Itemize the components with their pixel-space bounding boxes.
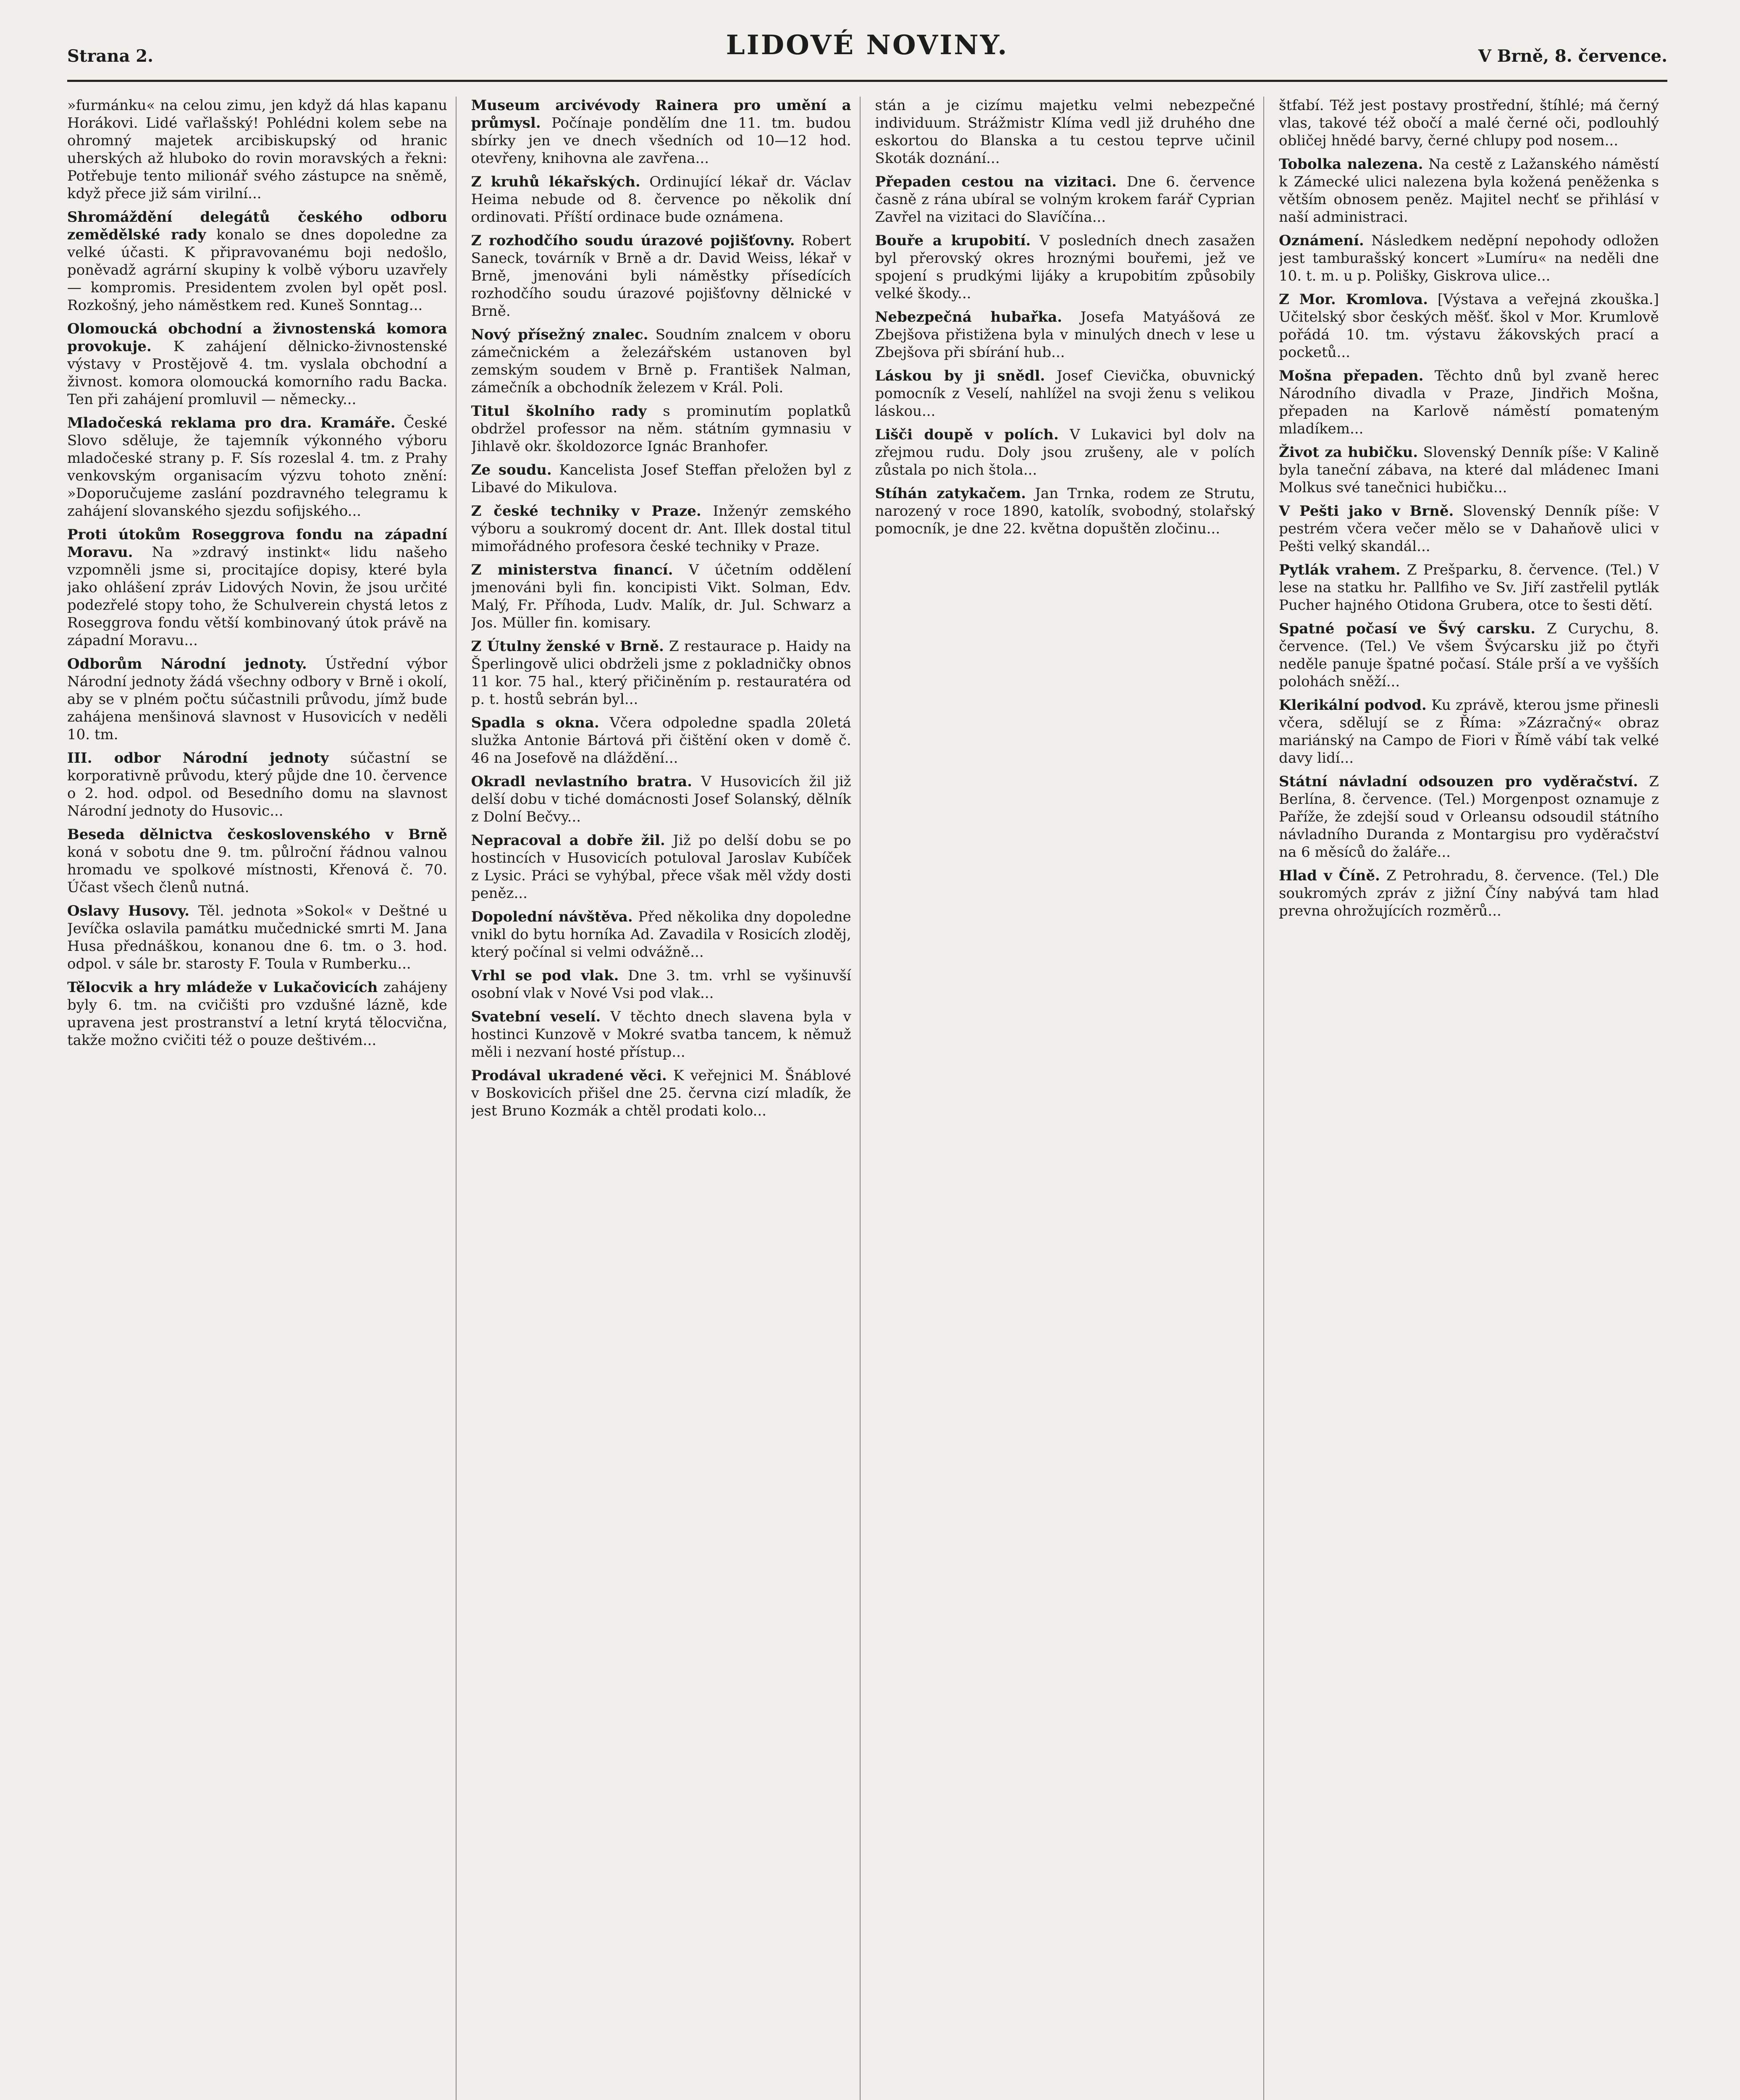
article	[1279, 620, 1659, 690]
article-headline: Lišči doupě v polích.	[875, 426, 1059, 443]
article-body: V účetním oddělení jmenováni byli fin. koncipisti Vikt. Solman, Edv. Malý, Fr. Příhoda, Ludv. Malík, dr. Jul. Schwarz a Jos. Müller fin. komisary.	[471, 562, 851, 631]
article-body: Robert Saneck, továrník v Brně a dr. David Weiss, lékař v Brně, jmenováni byli náměstky přísedících rozhodčího soudu úrazové pojišťovny dělnické v Brně.	[471, 232, 851, 320]
newspaper-columns	[67, 97, 1667, 2100]
article	[1279, 867, 1659, 920]
article	[875, 485, 1255, 538]
article-body: Dne 6. července časně z rána ubíral se volným krokem farář Cyprian Zavřel na vizitaci do Slavíčína...	[875, 173, 1255, 226]
page-header	[67, 17, 1667, 82]
article	[67, 97, 447, 202]
article	[67, 826, 447, 896]
article-headline: Oslavy Husovy.	[67, 903, 190, 919]
article-headline: Svatební veselí.	[471, 1008, 601, 1025]
article	[1279, 561, 1659, 614]
article-body: Na cestě z Lažanského náměstí k Zámecké ulici nalezena byla kožená peněženka s větším obnosem peněz. Majitel nechť se přihlásí v naší administraci.	[1278, 156, 1659, 226]
masthead-title: LIDOVÉ NOVINY.	[726, 29, 1009, 61]
article	[67, 979, 447, 1049]
article	[471, 638, 851, 708]
article-body: V Lukavici byl dolv na zřejmou rudu. Doly jsou zrušeny, ale v polích zůstala po nich štola...	[875, 426, 1255, 478]
article-body: Josef Cievička, obuvnický pomocník z Veselí, nahlížel na svoji ženu s velikou láskou...	[875, 368, 1255, 420]
article-headline: Z ministerstva financí.	[471, 562, 673, 578]
article-headline: Státní návladní odsouzen pro vyděračství.	[1278, 773, 1638, 790]
article-body: Kancelista Josef Steffan přeložen byl z Libavé do Mikulova.	[471, 462, 851, 496]
article-headline: Spadla s okna.	[471, 714, 599, 731]
article-headline: Vrhl se pod vlak.	[471, 967, 619, 984]
article	[875, 426, 1255, 479]
article-body: V posledních dnech zasažen byl přerovský okres hroznými bouřemi, jež ve spojení s prudkými lijáky a krupobitím způsobily velké škody...	[875, 232, 1255, 302]
article-headline: III. odbor Národní jednoty	[67, 750, 329, 766]
article	[471, 461, 851, 496]
article	[471, 967, 851, 1002]
article	[67, 208, 447, 314]
article	[875, 97, 1255, 167]
article-body: Na »zdravý instinkt« lidu našeho vzpomněli jsme si, procitajíce dopisy, které byla jako ohlášení zpráv Lidových Novin, že jsou určité podezřelé stopy toho, že Schulverein chystá letos z Roseggrova fondu větší kombinovaný útok právě na západní Moravu...	[67, 544, 447, 649]
article	[471, 773, 851, 826]
date-line: V Brně, 8. července.	[1478, 46, 1667, 66]
article	[67, 414, 447, 520]
article	[1279, 291, 1659, 361]
article-body: štfabí. Též jest postavy prostřední, štíhlé; má černý vlas, takové též obočí a malé černé oči, podlouhlý obličej hnědé barvy, černé chlupy pod nosem...	[1278, 97, 1659, 149]
article-headline: Bouře a krupobití.	[875, 232, 1031, 249]
article-body: Dne 3. tm. vrhl se vyšinuvší osobní vlak v Nové Vsi pod vlak...	[471, 967, 851, 1002]
article-body: Jan Trnka, rodem ze Strutu, narozený v roce 1890, katolík, svobodný, stolařský pomocník, je dne 22. května dopuštěn zločinu...	[875, 485, 1255, 537]
article	[471, 832, 851, 902]
article	[471, 97, 851, 167]
article	[1279, 97, 1659, 150]
article-headline: Olomoucká obchodní a živnostenská komora provokuje.	[67, 320, 447, 355]
article-headline: Přepaden cestou na vizitaci.	[875, 173, 1117, 190]
article-body: Těchto dnů byl zvaně herec Národního divadla v Praze, Jindřich Mošna, přepaden na Karlově náměstí pomateným mladíkem...	[1278, 368, 1659, 437]
article	[1279, 232, 1659, 285]
article-body: Z Prešparku, 8. července. (Tel.) V lese na statku hr. Pallfiho ve Sv. Jiří zastřelil pytlák Pucher hajného Otidona Grubera, otce to šesti dětí.	[1278, 562, 1659, 614]
article	[471, 714, 851, 767]
article-body: V Husovicích žil již delší dobu v tiché domácnosti Josef Solanský, dělník z Dolní Bečvy...	[471, 773, 851, 825]
article	[471, 402, 851, 455]
article-headline: Prodával ukradené věci.	[471, 1067, 667, 1084]
article-headline: V Pešti jako v Brně.	[1278, 503, 1454, 520]
article-body: Před několika dny dopoledne vnikl do bytu horníka Ad. Zavadila v Rosicích zloděj, který počínal si velmi odvážně...	[471, 908, 851, 961]
article-body: s prominutím poplatků obdržel professor na něm. státním gymnasiu v Jihlavě okr. školdozorce Ignác Branhofer.	[471, 403, 851, 455]
article	[1279, 155, 1659, 226]
article	[471, 1008, 851, 1061]
article	[67, 902, 447, 973]
article-body: K zahájení dělnicko-živnostenské výstavy v Prostějově 4. tm. vyslala obchodní a živnost. komora olomoucká komorního radu Backa. Ten při zahájení promluvil — německy...	[67, 338, 448, 408]
article-body: Z Petrohradu, 8. července. (Tel.) Dle soukromých zpráv z jižní Číny nabývá tam hlad prevna ohrožujících rozměrů...	[1278, 867, 1659, 919]
article-body: Těl. jednota »Sokol« v Deštné u Jevíčka oslavila památku mučednické smrti M. Jana Husa přednáškou, konanou dne 6. tm. o 3. hod. odpol. v sále br. starosty F. Toula v Rumberku...	[67, 903, 447, 972]
article-headline: Nepracoval a dobře žil.	[471, 832, 665, 849]
article	[471, 232, 851, 320]
article-headline: Stíhán zatykačem.	[875, 485, 1026, 502]
article-body: »furmánku« na celou zimu, jen když dá hlas kapanu Horákovi. Lidé vařlašský! Pohlédni kolem sebe na ohromný majetek arcibiskupský od hranic uherských až hluboko do rovin moravských a řekni: Potřebuje tento milionář svého zástupce na sněmě, když přece již sám virilní...	[67, 97, 447, 202]
article-body: České Slovo sděluje, že tajemník výkonného výboru mladočeské strany p. F. Sís rozeslal 4. tm. z Prahy venkovským organisacím výzvu tohoto znění: »Doporučujeme zaslání pozdravného telegramu k zahájení slovanského sjezdu sofijského...	[67, 415, 447, 520]
article-body: V těchto dnech slavena byla v hostinci Kunzově v Mokré svatba tancem, k němuž měli i nezvaní hosté přístup...	[471, 1008, 851, 1060]
article-body: Josefa Matyášová ze Zbejšova přistižena byla v minulých dnech v lese u Zbejšova při sbírání hub...	[875, 309, 1255, 361]
article	[471, 1067, 851, 1120]
article-body: [Výstava a veřejná zkouška.] Učitelský sbor českých měšť. škol v Mor. Krumlově pořádá 10. tm. výstavu žákovských prací a pocketů...	[1278, 291, 1659, 361]
article-headline: Odborům Národní jednoty.	[67, 656, 307, 672]
article	[471, 502, 851, 555]
article-headline: Proti útokům Roseggrova fondu na západní Moravu.	[67, 526, 447, 561]
article	[67, 526, 447, 649]
article-body: Počínaje pondělím dne 11. tm. budou sbírky jen ve dnech všedních od 10—12 hod. otevřeny, knihovna ale zavřena...	[471, 115, 851, 167]
article-headline: Život za hubičku.	[1278, 444, 1418, 461]
article	[1279, 696, 1659, 767]
article-body: Slovenský Denník píše: V Kalině byla taneční zábava, na které dal mládenec Imani Molkus své tanečnici hubičku...	[1278, 444, 1659, 496]
article	[471, 173, 851, 226]
article-headline: Ze soudu.	[471, 462, 552, 478]
article-headline: Shromáždění delegátů českého odboru zemědělské rady	[67, 209, 447, 243]
column-4	[1279, 97, 1667, 2100]
article	[471, 908, 851, 961]
article	[67, 320, 447, 408]
article-headline: Nebezpečná hubařka.	[875, 309, 1062, 326]
article-body: Včera odpoledne spadla 20letá služka Antonie Bártová při čištění oken v domě č. 46 na Josefově na dláždění...	[471, 714, 851, 766]
article-headline: Spatné počasí ve Švý carsku.	[1278, 620, 1535, 637]
article-body: Ku zprávě, kterou jsme přinesli včera, sdělují se z Říma: »Zázračný« obraz mariánský na Campo de Fiori v Římě vábí tak velké davy lidí...	[1278, 697, 1659, 766]
article-headline: Z rozhodčího soudu úrazové pojišťovny.	[471, 232, 795, 249]
article-headline: Mošna přepaden.	[1278, 368, 1424, 384]
article-headline: Museum arcivévody Rainera pro umění a průmysl.	[471, 97, 851, 131]
article	[1279, 773, 1659, 861]
article	[875, 232, 1255, 302]
article-body: Z Berlína, 8. července. (Tel.) Morgenpost oznamuje z Paříže, že zdejší soud v Orleansu odsoudil státního návladního Duranda z Montargisu pro vyděračství na 6 měsíců do žaláře...	[1278, 773, 1659, 861]
article-body: zahájeny byly 6. tm. na cvičišti pro vzdušné lázně, kde upravena jest prostranství a letní krytá tělocvična, takže možno cvičiti též o pouze deštivém...	[67, 979, 447, 1049]
article-headline: Hlad v Číně.	[1278, 867, 1380, 884]
article-body: Soudním znalcem v oboru zámečnickém a železářském ustanoven byl zemským soudem v Brně p. František Nalman, zámečník a obchodník železem v Král. Poli.	[471, 326, 851, 396]
article-body: stán a je cizímu majetku velmi nebezpečné individuum. Strážmistr Klíma vedl již druhého dne eskortou do Blanska a tu cestou teprve učinil Skoták doznání...	[875, 97, 1255, 167]
article-headline: Beseda dělnictva československého v Brně	[67, 826, 447, 843]
article-body: konalo se dnes dopoledne za velké účasti. K připravovanému boji nedošlo, poněvadž agrární skupiny k volbě výboru uzavřely — kompromis. Presidentem zvolen byl opět posl. Rozkošný, jeho náměstkem red. Kuneš Sonntag...	[67, 226, 447, 314]
article	[67, 749, 447, 820]
article	[1279, 502, 1659, 555]
article-headline: Tobolka nalezena.	[1278, 156, 1423, 173]
article-body: Ordinující lékař dr. Václav Heima nebude od 8. července po několik dní ordinovati. Příští ordinace bude oznámena.	[471, 173, 851, 226]
article-headline: Z české techniky v Praze.	[471, 503, 701, 520]
article-body: Z Curychu, 8. července. (Tel.) Ve všem Švýcarsku již po čtyři neděle panuje špatné počasí. Stále prší a ve vyšších polohách sněží...	[1278, 620, 1659, 690]
article	[67, 655, 447, 743]
article	[1279, 367, 1659, 438]
article-body: K veřejnici M. Šnáblové v Boskovicích přišel dne 25. června cizí mladík, že jest Bruno Kozmák a chtěl prodati kolo...	[471, 1067, 851, 1119]
article-headline: Oznámení.	[1278, 232, 1364, 249]
article-body: koná v sobotu dne 9. tm. půlroční řádnou valnou hromadu ve spolkové místnosti, Křenová č. 70. Účast všech členů nutná.	[67, 844, 447, 896]
article-body: Ústřední výbor Národní jednoty žádá všechny odbory v Brně i okolí, aby se v plném počtu súčastnili průvodu, jímž bude zahájena menšinová slavnost v Husovicích v neděli 10. tm.	[67, 656, 447, 743]
article-headline: Tělocvik a hry mládeže v Lukačovicích	[67, 979, 378, 996]
article	[875, 308, 1255, 361]
article-headline: Nový přísežný znalec.	[471, 326, 648, 343]
article-headline: Okradl nevlastního bratra.	[471, 773, 693, 790]
article-headline: Pytlák vrahem.	[1278, 562, 1401, 578]
article	[471, 326, 851, 396]
article-body: Již po delší dobu se po hostincích v Husovicích potuloval Jaroslav Kubíček z Lysic. Práci se vyhýbal, přece však měl vždy dosti peněz...	[471, 832, 851, 902]
article-body: Slovenský Denník píše: V pestrém včera večer mělo se v Dahaňově ulici v Pešti velký skandál...	[1278, 503, 1659, 555]
article	[471, 561, 851, 632]
article-body: Následkem neděpní nepohody odložen jest tamburašský koncert »Lumíru« na neděli dne 10. t. m. u p. Polišky, Giskrova ulice...	[1278, 232, 1659, 284]
article-headline: Z Útulny ženské v Brně.	[471, 638, 664, 655]
article-headline: Mladočeská reklama pro dra. Kramáře.	[67, 415, 396, 431]
article-headline: Z Mor. Kromlova.	[1278, 291, 1428, 308]
article-headline: Láskou by ji snědl.	[875, 368, 1045, 384]
article-body: Z restaurace p. Haidy na Šperlingově ulici obdrželi jsme z pokladničky obnos 11 kor. 75 hal., který přičiněním p. restauratéra od p. t. hostů sebrán byl...	[471, 638, 851, 708]
article-body: súčastní se korporativně průvodu, který půjde dne 10. července o 2. hod. odpol. od Besedního domu na slavnost Národní jednoty do Husovic...	[67, 750, 447, 819]
column-1	[67, 97, 457, 2100]
article-headline: Titul školního rady	[471, 403, 647, 420]
column-3	[875, 97, 1264, 2100]
page-number: Strana 2.	[67, 46, 154, 66]
article	[875, 367, 1255, 420]
article-body: Inženýr zemského výboru a soukromý docent dr. Ant. Illek dostal titul mimořádného profesora české techniky v Praze.	[471, 503, 851, 555]
article-headline: Z kruhů lékařských.	[471, 173, 640, 190]
column-2	[471, 97, 861, 2100]
article-headline: Klerikální podvod.	[1278, 697, 1427, 714]
article	[1279, 444, 1659, 496]
article	[875, 173, 1255, 226]
article-headline: Dopolední návštěva.	[471, 908, 633, 925]
